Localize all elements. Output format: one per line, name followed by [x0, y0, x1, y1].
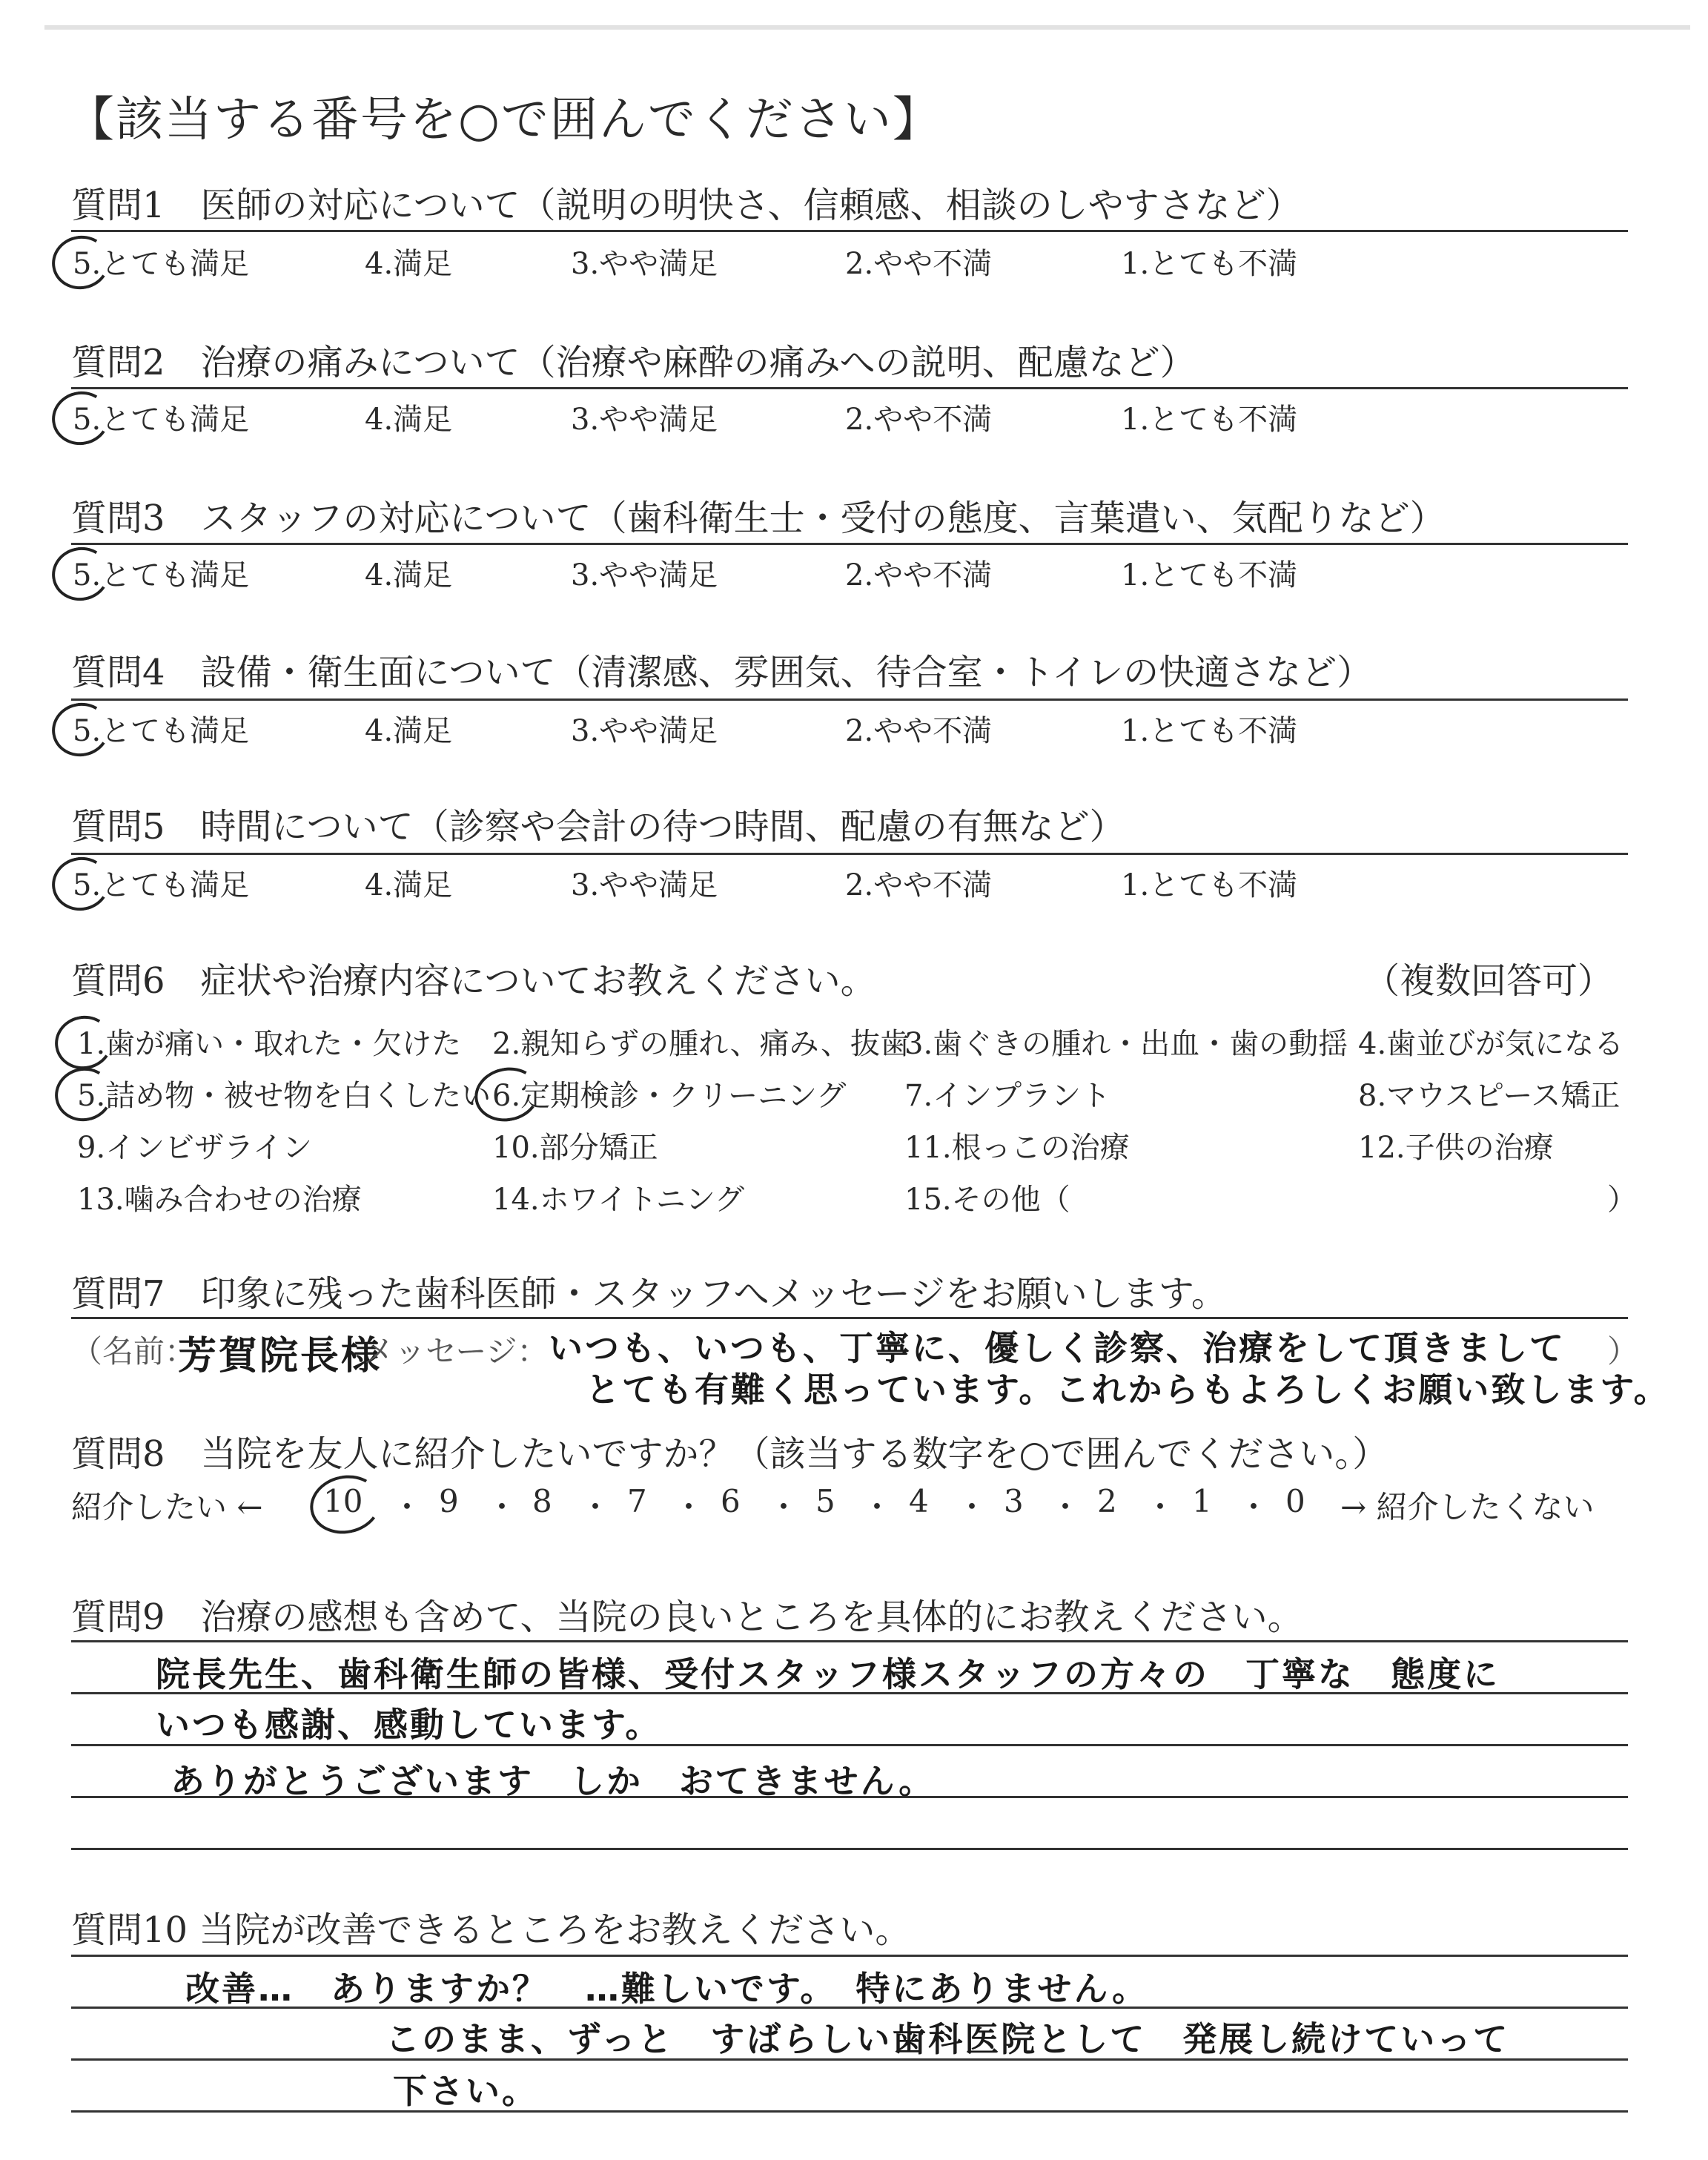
- scale-value-2[interactable]: 2: [1097, 1483, 1117, 1519]
- question-label: 質問8 当院を友人に紹介したいですか？（該当する数字を○で囲んでください。）: [71, 1433, 1388, 1475]
- scale-value-5[interactable]: 5: [815, 1483, 835, 1519]
- answer-line-2: いつも感謝、感動しています。: [156, 1705, 662, 1745]
- message-close-paren: ）: [1607, 1333, 1639, 1370]
- symptom-option-7[interactable]: 7.インプラント: [904, 1079, 1111, 1113]
- name-value: 芳賀院長様: [178, 1334, 383, 1378]
- answer-line-1: 院長先生、歯科衛生師の皆様、受付スタッフ様スタッフの方々の 丁寧な 態度に: [156, 1654, 1500, 1694]
- option-2[interactable]: 2.やや不満: [845, 247, 993, 281]
- option-5[interactable]: 5.とても満足: [73, 247, 250, 281]
- divider: [71, 543, 1628, 545]
- scale-value-4[interactable]: 4: [909, 1483, 929, 1519]
- message-line-1: いつも、いつも、丁寧に、優しく診察、治療をして頂きまして: [549, 1328, 1566, 1368]
- scale-value-8[interactable]: 8: [532, 1483, 552, 1519]
- question-label: 質問9 治療の感想も含めて、当院の良いところを具体的にお教えください。: [71, 1596, 1303, 1638]
- symptom-option-3[interactable]: 3.歯ぐきの腫れ・出血・歯の動揺: [904, 1027, 1348, 1061]
- option-5[interactable]: 5.とても満足: [73, 558, 250, 592]
- question-label: 質問5 時間について（診察や会計の待つ時間、配慮の有無など）: [71, 806, 1125, 848]
- answer-line-3: ありがとうございます しか おてきません。: [171, 1761, 936, 1801]
- question-label: 質問4 設備・衛生面について（清潔感、雰囲気、待合室・トイレの快適さなど）: [71, 652, 1373, 693]
- symptom-option-11[interactable]: 11.根っこの治療: [904, 1131, 1130, 1165]
- symptom-option-13[interactable]: 13.噛み合わせの治療: [77, 1183, 362, 1217]
- option-5[interactable]: 5.とても満足: [73, 868, 250, 902]
- scale-separator: ・: [1050, 1489, 1082, 1525]
- message-line-2: とても有難く思っています。これからもよろしくお願い致します。: [586, 1370, 1670, 1410]
- symptom-option-14[interactable]: 14.ホワイトニング: [492, 1183, 745, 1217]
- scale-value-1[interactable]: 1: [1192, 1483, 1212, 1519]
- scale-value-0[interactable]: 0: [1285, 1483, 1305, 1519]
- symptom-option-5[interactable]: 5.詰め物・被せ物を白くしたい: [77, 1079, 491, 1113]
- option-3[interactable]: 3.やや満足: [571, 247, 718, 281]
- option-2[interactable]: 2.やや不満: [845, 403, 993, 437]
- option-1[interactable]: 1.とても不満: [1121, 558, 1298, 592]
- scale-separator: ・: [861, 1489, 893, 1525]
- scale-separator: ・: [486, 1489, 518, 1525]
- scale-left-label: 紹介したい ←: [71, 1489, 263, 1525]
- option-3[interactable]: 3.やや満足: [571, 403, 718, 437]
- answer-line: [71, 1640, 1628, 1642]
- scale-separator: ・: [391, 1489, 423, 1525]
- option-1[interactable]: 1.とても不満: [1121, 247, 1298, 281]
- option-5[interactable]: 5.とても満足: [73, 714, 250, 748]
- answer-line-2: このまま、ずっと すばらしい歯科医院として 発展し続けていって: [385, 2019, 1510, 2059]
- top-border: [44, 25, 1690, 30]
- name-label: （名前：: [71, 1333, 196, 1370]
- option-5[interactable]: 5.とても満足: [73, 403, 250, 437]
- option-2[interactable]: 2.やや不満: [845, 868, 993, 902]
- symptom-option-8[interactable]: 8.マウスピース矯正: [1358, 1079, 1621, 1113]
- symptom-option-4[interactable]: 4.歯並びが気になる: [1358, 1027, 1624, 1061]
- option-3[interactable]: 3.やや満足: [571, 558, 718, 592]
- scale-separator: ・: [768, 1489, 800, 1525]
- selection-circle: [469, 1062, 544, 1128]
- answer-line-1: 改善… ありますか？ …難しいです。 特にありません。: [185, 1969, 1149, 2009]
- option-2[interactable]: 2.やや不満: [845, 714, 993, 748]
- question-label: 質問3 スタッフの対応について（歯科衛生士・受付の態度、言葉遣い、気配りなど）: [71, 498, 1446, 539]
- question-label: 質問6 症状や治療内容についてお教えください。: [71, 960, 876, 1002]
- scale-separator: ・: [580, 1489, 612, 1525]
- scale-value-3[interactable]: 3: [1004, 1483, 1024, 1519]
- scale-value-9[interactable]: 9: [439, 1483, 459, 1519]
- divider: [71, 387, 1628, 389]
- divider: [71, 1317, 1628, 1319]
- option-4[interactable]: 4.満足: [365, 247, 453, 281]
- option-1[interactable]: 1.とても不満: [1121, 714, 1298, 748]
- symptom-option-6[interactable]: 6.定期検診・クリーニング: [492, 1079, 847, 1113]
- divider: [71, 853, 1628, 855]
- symptom-option-9[interactable]: 9.インビザライン: [77, 1131, 312, 1165]
- option-3[interactable]: 3.やや満足: [571, 868, 718, 902]
- other-close-paren: ）: [1607, 1183, 1637, 1217]
- answer-line: [71, 1848, 1628, 1850]
- question-label: 質問7 印象に残った歯科医師・スタッフへメッセージをお願いします。: [71, 1273, 1227, 1315]
- option-4[interactable]: 4.満足: [365, 868, 453, 902]
- question-label: 質問2 治療の痛みについて（治療や麻酔の痛みへの説明、配慮など）: [71, 342, 1196, 383]
- symptom-option-15[interactable]: 15.その他（: [904, 1183, 1070, 1217]
- selection-circle: [305, 1469, 386, 1540]
- question-label: 質問1 医師の対応について（説明の明快さ、信頼感、相談のしやすさなど）: [71, 185, 1302, 226]
- scale-separator: ・: [673, 1489, 705, 1525]
- option-3[interactable]: 3.やや満足: [571, 714, 718, 748]
- answer-line: [71, 2110, 1628, 2113]
- option-1[interactable]: 1.とても不満: [1121, 868, 1298, 902]
- option-1[interactable]: 1.とても不満: [1121, 403, 1298, 437]
- option-4[interactable]: 4.満足: [365, 558, 453, 592]
- message-label: メッセージ：: [363, 1333, 549, 1370]
- divider: [71, 698, 1628, 701]
- option-4[interactable]: 4.満足: [365, 403, 453, 437]
- option-2[interactable]: 2.やや不満: [845, 558, 993, 592]
- scale-separator: ・: [1145, 1489, 1176, 1525]
- page-title: 【該当する番号を○で囲んでください】: [67, 93, 941, 148]
- answer-line: [71, 1955, 1628, 1957]
- option-4[interactable]: 4.満足: [365, 714, 453, 748]
- answer-line-3: 下さい。: [393, 2071, 538, 2111]
- scale-right-label: → 紹介したくない: [1340, 1489, 1595, 1525]
- scale-separator: ・: [1238, 1489, 1270, 1525]
- scale-separator: ・: [956, 1489, 988, 1525]
- divider: [71, 230, 1628, 232]
- symptom-option-12[interactable]: 12.子供の治療: [1358, 1131, 1554, 1165]
- question-label: 質問10 当院が改善できるところをお教えください。: [71, 1909, 911, 1951]
- symptom-option-10[interactable]: 10.部分矯正: [492, 1131, 658, 1165]
- scale-value-10[interactable]: 10: [323, 1483, 363, 1519]
- symptom-option-2[interactable]: 2.親知らずの腫れ、痛み、抜歯: [492, 1027, 910, 1061]
- multiple-answer-note: （複数回答可）: [1364, 960, 1614, 1002]
- symptom-option-1[interactable]: 1.歯が痛い・取れた・欠けた: [77, 1027, 462, 1061]
- scale-value-6[interactable]: 6: [721, 1483, 741, 1519]
- scale-value-7[interactable]: 7: [627, 1483, 647, 1519]
